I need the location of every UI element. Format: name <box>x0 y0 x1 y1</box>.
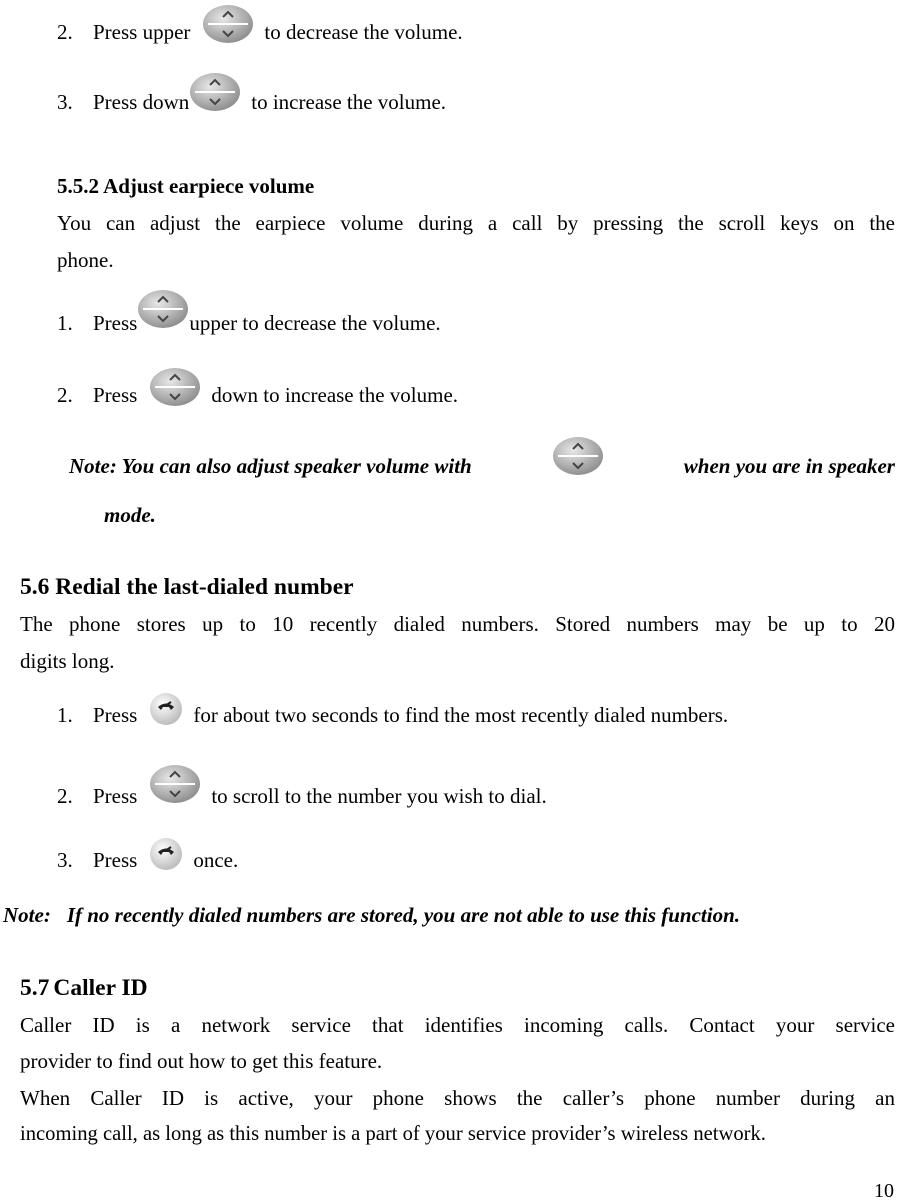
list-number: 2. <box>57 382 73 407</box>
section-heading: 5.6 Redial the last-dialed number <box>20 574 354 600</box>
list-text: Press <box>93 310 138 335</box>
list-text: to increase the volume. <box>251 89 447 114</box>
scroll-key-icon <box>149 367 201 407</box>
list-number: 2. <box>57 19 73 44</box>
list-item <box>57 843 238 877</box>
paragraph-line: Caller ID is a network service that identifies incoming calls. Contact your service <box>20 1013 895 1037</box>
paragraph-line: You can adjust the earpiece volume during a call by pressing the scroll keys on the <box>57 211 895 235</box>
list-text: upper to decrease the volume. <box>189 310 441 335</box>
list-item <box>57 698 728 732</box>
call-send-key-icon <box>149 837 183 871</box>
paragraph-line: The phone stores up to 10 recently dialed numbers. Stored numbers may be up to 20 <box>20 612 895 636</box>
list-item <box>57 303 441 343</box>
list-text: to scroll to the number you wish to dial. <box>211 783 547 808</box>
list-text: once. <box>193 847 239 872</box>
list-number: 1. <box>57 702 73 727</box>
page-number: 10 <box>874 1180 894 1202</box>
section-heading <box>20 975 148 1002</box>
paragraph-line: incoming call, as long as this number is a part of your service provider’s wireless network. <box>20 1123 766 1145</box>
list-text: Press <box>93 382 138 407</box>
list-text: to decrease the volume. <box>264 19 463 44</box>
paragraph-line: phone. <box>57 248 114 272</box>
note-text: Note: You can also adjust speaker volume with <box>69 453 472 478</box>
heading-number: 5.7 <box>20 975 50 1001</box>
list-item <box>57 82 446 122</box>
list-item <box>57 375 458 415</box>
scroll-key-icon <box>149 764 201 804</box>
list-text: Press <box>93 847 138 872</box>
note-text: when you are in speaker <box>683 453 895 478</box>
note-text: If no recently dialed numbers are stored, you are not able to use this function. <box>66 903 741 927</box>
list-number: 3. <box>57 847 73 872</box>
list-number: 1. <box>57 310 73 335</box>
call-send-key-icon <box>149 692 183 726</box>
list-item <box>57 12 463 52</box>
list-item <box>57 776 547 816</box>
paragraph-line: When Caller ID is active, your phone shows the caller’s phone number during an <box>20 1086 895 1110</box>
note-line <box>3 903 740 928</box>
scroll-key-icon <box>137 289 189 329</box>
note-text: mode. <box>104 503 156 527</box>
list-text: for about two seconds to find the most recently dialed numbers. <box>193 702 729 727</box>
list-text: Press upper <box>93 19 191 44</box>
list-text: down to increase the volume. <box>211 382 459 407</box>
list-text: Press <box>93 783 138 808</box>
paragraph-line: provider to find out how to get this feature. <box>20 1049 383 1073</box>
note-label: Note: <box>3 903 51 927</box>
list-text: Press down <box>93 89 190 114</box>
heading-text: Caller ID <box>53 975 148 1001</box>
list-number: 3. <box>57 89 73 114</box>
list-text: Press <box>93 702 138 727</box>
scroll-key-icon <box>202 4 254 44</box>
section-heading: 5.5.2 Adjust earpiece volume <box>57 174 315 198</box>
list-number: 2. <box>57 783 73 808</box>
scroll-key-icon <box>552 436 604 476</box>
scroll-key-icon <box>189 72 241 112</box>
note-line <box>69 446 895 486</box>
paragraph-line: digits long. <box>20 649 115 673</box>
